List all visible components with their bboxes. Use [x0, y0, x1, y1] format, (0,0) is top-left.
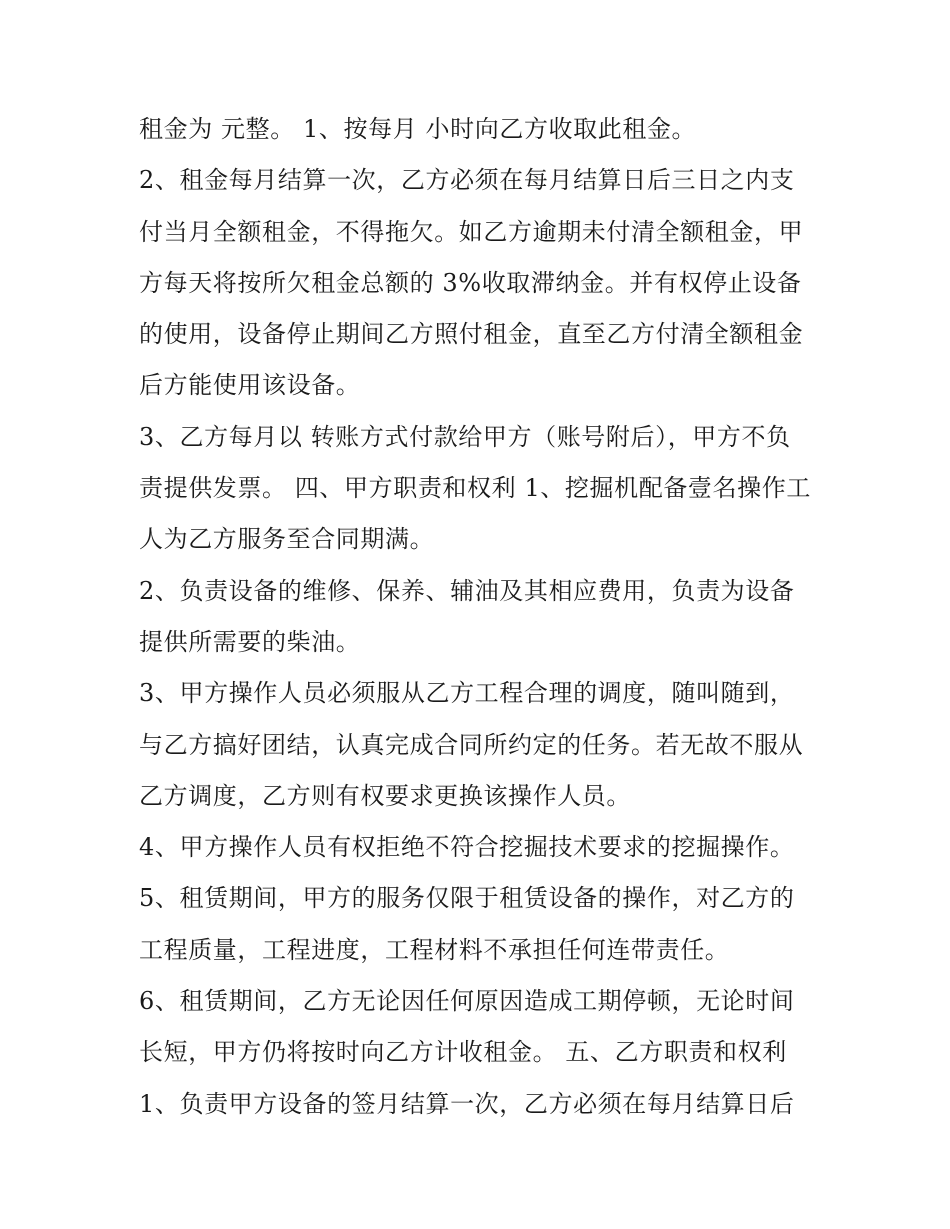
text-line: 3、甲方操作人员必须服从乙方工程合理的调度，随叫随到， — [139, 679, 795, 708]
text-line: 乙方调度，乙方则有权要求更换该操作人员。 — [139, 781, 631, 810]
text-line: 2、负责设备的维修、保养、辅油及其相应费用，负责为设备 — [139, 576, 795, 605]
text-line: 工程质量，工程进度，工程材料不承担任何连带责任。 — [139, 935, 730, 964]
text-line: 2、租金每月结算一次，乙方必须在每月结算日后三日之内支 — [139, 166, 795, 195]
text-line: 的使用，设备停止期间乙方照付租金，直至乙方付清全额租金 — [139, 320, 804, 349]
text-line: 人为乙方服务至合同期满。 — [139, 525, 435, 554]
text-line: 5、租赁期间，甲方的服务仅限于租赁设备的操作，对乙方的 — [139, 884, 795, 913]
text-line: 付当月全额租金，不得拖欠。如乙方逾期未付清全额租金，甲 — [139, 217, 804, 246]
text-line: 提供所需要的柴油。 — [139, 627, 361, 656]
text-line: 后方能使用该设备。 — [139, 371, 361, 400]
contract-text-body — [139, 104, 819, 1130]
text-line: 方每天将按所欠租金总额的 3%收取滞纳金。并有权停止设备 — [139, 268, 802, 297]
text-line: 1、负责甲方设备的签月结算一次，乙方必须在每月结算日后 — [139, 1089, 795, 1118]
text-line: 4、甲方操作人员有权拒绝不符合挖掘技术要求的挖掘操作。 — [139, 833, 795, 862]
text-line: 租金为 元整。 1、按每月 小时向乙方收取此租金。 — [139, 115, 697, 143]
text-line: 与乙方搞好团结，认真完成合同所约定的任务。若无故不服从 — [139, 730, 804, 759]
text-line: 长短，甲方仍将按时向乙方计收租金。 五、乙方职责和权利 — [139, 1038, 787, 1067]
text-line: 责提供发票。 四、甲方职责和权利 1、挖掘机配备壹名操作工 — [139, 474, 811, 503]
text-line: 6、租赁期间，乙方无论因任何原因造成工期停顿，无论时间 — [139, 987, 795, 1016]
text-line: 3、乙方每月以 转账方式付款给甲方（账号附后），甲方不负 — [139, 422, 791, 451]
